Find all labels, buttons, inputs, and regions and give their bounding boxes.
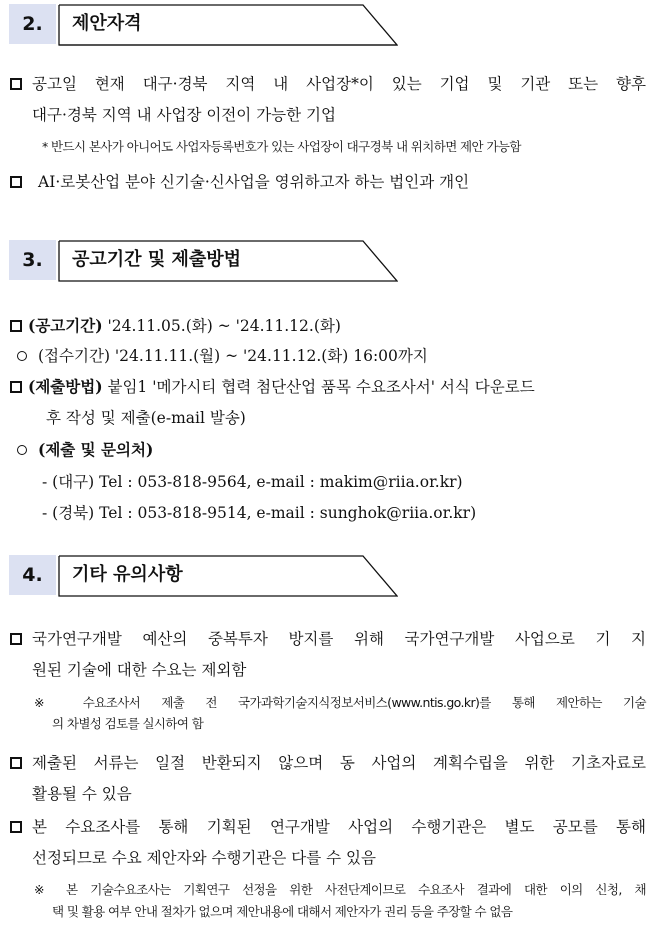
section-title-box (58, 4, 398, 44)
item-text-line2: 활용될 수 있음 (32, 785, 132, 803)
circle-bullet-icon (17, 351, 27, 361)
checkbox-bullet-icon (10, 176, 22, 188)
item-text-line1: 공고일 현재 대구·경북 지역 내 사업장*이 있는 기업 및 기관 또는 향후 (32, 75, 646, 93)
section-title: 기타 유의사항 (72, 564, 183, 585)
contact-text: - (대구) Tel : 053-818-9564, e-mail : makim@riia.or.kr) (42, 473, 463, 491)
section-header (0, 236, 655, 282)
item-text (28, 377, 646, 397)
section-title-box (58, 240, 398, 280)
footnote-text: ※ 본 기술수요조사는 기획연구 선정을 위한 사전단계이므로 수요조사 결과에 대한 이의 신청, 채 (34, 882, 646, 897)
checkbox-bullet-icon (10, 821, 22, 833)
contact-text: - (경북) Tel : 053-818-9514, e-mail : sunghok@riia.or.kr) (42, 504, 477, 522)
footnote-text: 택 및 활용 여부 안내 절차가 없으며 제안내용에 대해서 제안자가 권리 등을 주장할 수 없음 (52, 904, 513, 919)
section-notes (0, 551, 655, 597)
item-text-line2: 후 작성 및 제출(e-mail 발송) (46, 409, 246, 427)
item-text-line2: 원된 기술에 대한 수요는 제외함 (32, 661, 247, 679)
section-title-box (58, 555, 398, 595)
item-label: (제출 및 문의처) (38, 440, 154, 459)
checkbox-bullet-icon (10, 633, 22, 645)
section-period-submission (0, 236, 655, 282)
checkbox-bullet-icon (10, 78, 22, 90)
item-text-line1: AI·로봇산업 분야 신기술·신사업을 영위하고자 하는 법인과 개인 (38, 173, 470, 191)
item-text-line1: 국가연구개발 예산의 중복투자 방지를 위해 국가연구개발 사업으로 기 지 (32, 630, 646, 648)
footnote-text: 의 차별성 검토를 실시하여 함 (52, 716, 204, 731)
item-text-line2: 선정되므로 수요 제안자와 수행기관은 다를 수 있음 (32, 849, 376, 867)
item-value: '24.11.05.(화) ~ '24.11.12.(화) (102, 317, 341, 335)
item-value: 붙임1 '메가시티 협력 첨단산업 품목 수요조사서' 서식 다운로드 (102, 378, 535, 396)
section-title: 공고기간 및 제출방법 (72, 249, 242, 270)
item-text: (접수기간) '24.11.11.(월) ~ '24.11.12.(화) 16:00까지 (38, 347, 428, 365)
section-header (0, 551, 655, 597)
item-text-line1: 제출된 서류는 일절 반환되지 않으며 동 사업의 계획수립을 위한 기초자료로 (32, 754, 646, 772)
item-text (28, 316, 341, 336)
item-label: (공고기간) (28, 316, 103, 335)
section-number: 2. (9, 4, 56, 44)
section-number: 4. (9, 555, 56, 595)
section-number: 3. (9, 240, 56, 280)
item-text-line2: 대구·경북 지역 내 사업장 이전이 가능한 기업 (32, 106, 337, 124)
section-title: 제안자격 (72, 13, 142, 34)
checkbox-bullet-icon (10, 320, 22, 332)
checkbox-bullet-icon (10, 757, 22, 769)
item-label: (제출방법) (28, 377, 103, 396)
footnote-text: * 반드시 본사가 아니어도 사업자등록번호가 있는 사업장이 대구경북 내 위치하면 제안 가능함 (42, 139, 521, 154)
footnote-text: ※ 수요조사서 제출 전 국가과학기술지식정보서비스(www.ntis.go.kr)를 통해 제안하는 기술 (34, 695, 646, 710)
item-text-line1: 본 수요조사를 통해 기획된 연구개발 사업의 수행기관은 별도 공모를 통해 (32, 818, 646, 836)
section-eligibility (0, 0, 655, 46)
checkbox-bullet-icon (10, 381, 22, 393)
circle-bullet-icon (17, 445, 27, 455)
section-header (0, 0, 655, 46)
